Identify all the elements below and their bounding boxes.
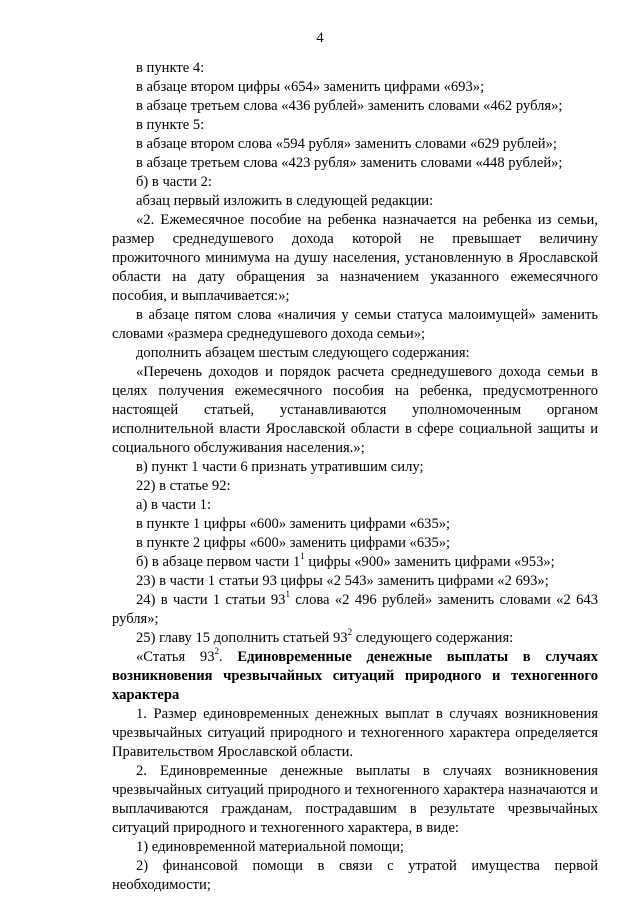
quoted-paragraph: «Перечень доходов и порядок расчета среднедушевого дохода семьи в целях получения ежемесячного пособия на ребенка, предусмотренного настоящей статьей, устанавливаются уполномоченным органом исполнительной власти Ярославской области в сфере социальной защиты и социального обслуживания населения.»;: [112, 364, 598, 456]
paragraph: в абзаце втором слова «594 рубля» заменить словами «629 рублей»;: [136, 136, 557, 152]
paragraph: в абзаце третьем слова «423 рубля» заменить словами «448 рублей»;: [136, 155, 563, 171]
paragraph: 22) в статье 92:: [136, 478, 231, 494]
paragraph: 2. Единовременные денежные выплаты в случаях возникновения чрезвычайных ситуаций природного и техногенного характера назначаются и выплачиваются гражданам, пострадавшим в результате чрезвычайных ситуаций природного и техногенного характера, в виде:: [112, 763, 598, 836]
text-part: б) в абзаце первом части 1: [136, 554, 301, 570]
paragraph: в пункте 5:: [136, 117, 205, 133]
text-part: .: [219, 649, 238, 665]
paragraph: в) пункт 1 части 6 признать утратившим силу;: [136, 459, 424, 475]
paragraph: в абзаце пятом слова «наличия у семьи статуса малоимущей» заменить словами «размера среднедушевого дохода семьи»;: [112, 307, 598, 342]
text-part: цифры «900» заменить цифрами «953»;: [304, 554, 555, 570]
paragraph: в пункте 2 цифры «600» заменить цифрами «635»;: [136, 535, 451, 551]
paragraph: в пункте 1 цифры «600» заменить цифрами «635»;: [136, 516, 451, 532]
paragraph: абзац первый изложить в следующей редакции:: [136, 193, 434, 209]
paragraph: в абзаце втором цифры «654» заменить цифрами «693»;: [136, 79, 485, 95]
paragraph: [112, 591, 598, 629]
text-part: слова «2 496 рублей» заменить словами «2 643 рубля»;: [112, 592, 598, 627]
paragraph: [112, 629, 598, 648]
paragraph: 1. Размер единовременных денежных выплат в случаях возникновения чрезвычайных ситуаций природного и техногенного характера определяется Правительством Ярославской области.: [112, 706, 598, 760]
text-part: следующего содержания:: [352, 630, 514, 646]
paragraph: в абзаце третьем слова «436 рублей» заменить словами «462 рубля»;: [136, 98, 563, 114]
quoted-paragraph: «2. Ежемесячное пособие на ребенка назначается на ребенка из семьи, размер среднедушевого дохода которой не превышает величину прожиточного минимума на душу населения, установленную в Ярославской области на дату обращения за назначением указанного ежемесячного пособия, и выплачивается:»;: [112, 212, 598, 304]
superscript: 1: [300, 551, 305, 562]
paragraph: 1) единовременной материальной помощи;: [136, 839, 404, 855]
paragraph: 2) финансовой помощи в связи с утратой имущества первой необходимости;: [112, 858, 598, 893]
paragraph: 23) в части 1 статьи 93 цифры «2 543» заменить цифрами «2 693»;: [136, 573, 549, 589]
text-part: 24) в части 1 статьи 93: [136, 592, 286, 608]
paragraph: а) в части 1:: [136, 497, 212, 513]
superscript: 2: [214, 646, 220, 657]
superscript: 2: [347, 627, 353, 638]
article-label: «Статья 93: [136, 649, 215, 665]
document-body: [112, 59, 598, 895]
article-heading: [112, 648, 598, 705]
paragraph: [112, 553, 598, 572]
superscript: 1: [285, 589, 290, 600]
paragraph: б) в части 2:: [136, 174, 212, 190]
page-number: 4: [316, 30, 324, 46]
article-title: Единовременные денежные выплаты в случаях возникновения чрезвычайных ситуаций природного и техногенного характера: [112, 649, 599, 703]
paragraph: в пункте 4:: [136, 60, 205, 76]
paragraph: дополнить абзацем шестым следующего содержания:: [136, 345, 470, 361]
text-part: 25) главу 15 дополнить статьей 93: [136, 630, 348, 646]
